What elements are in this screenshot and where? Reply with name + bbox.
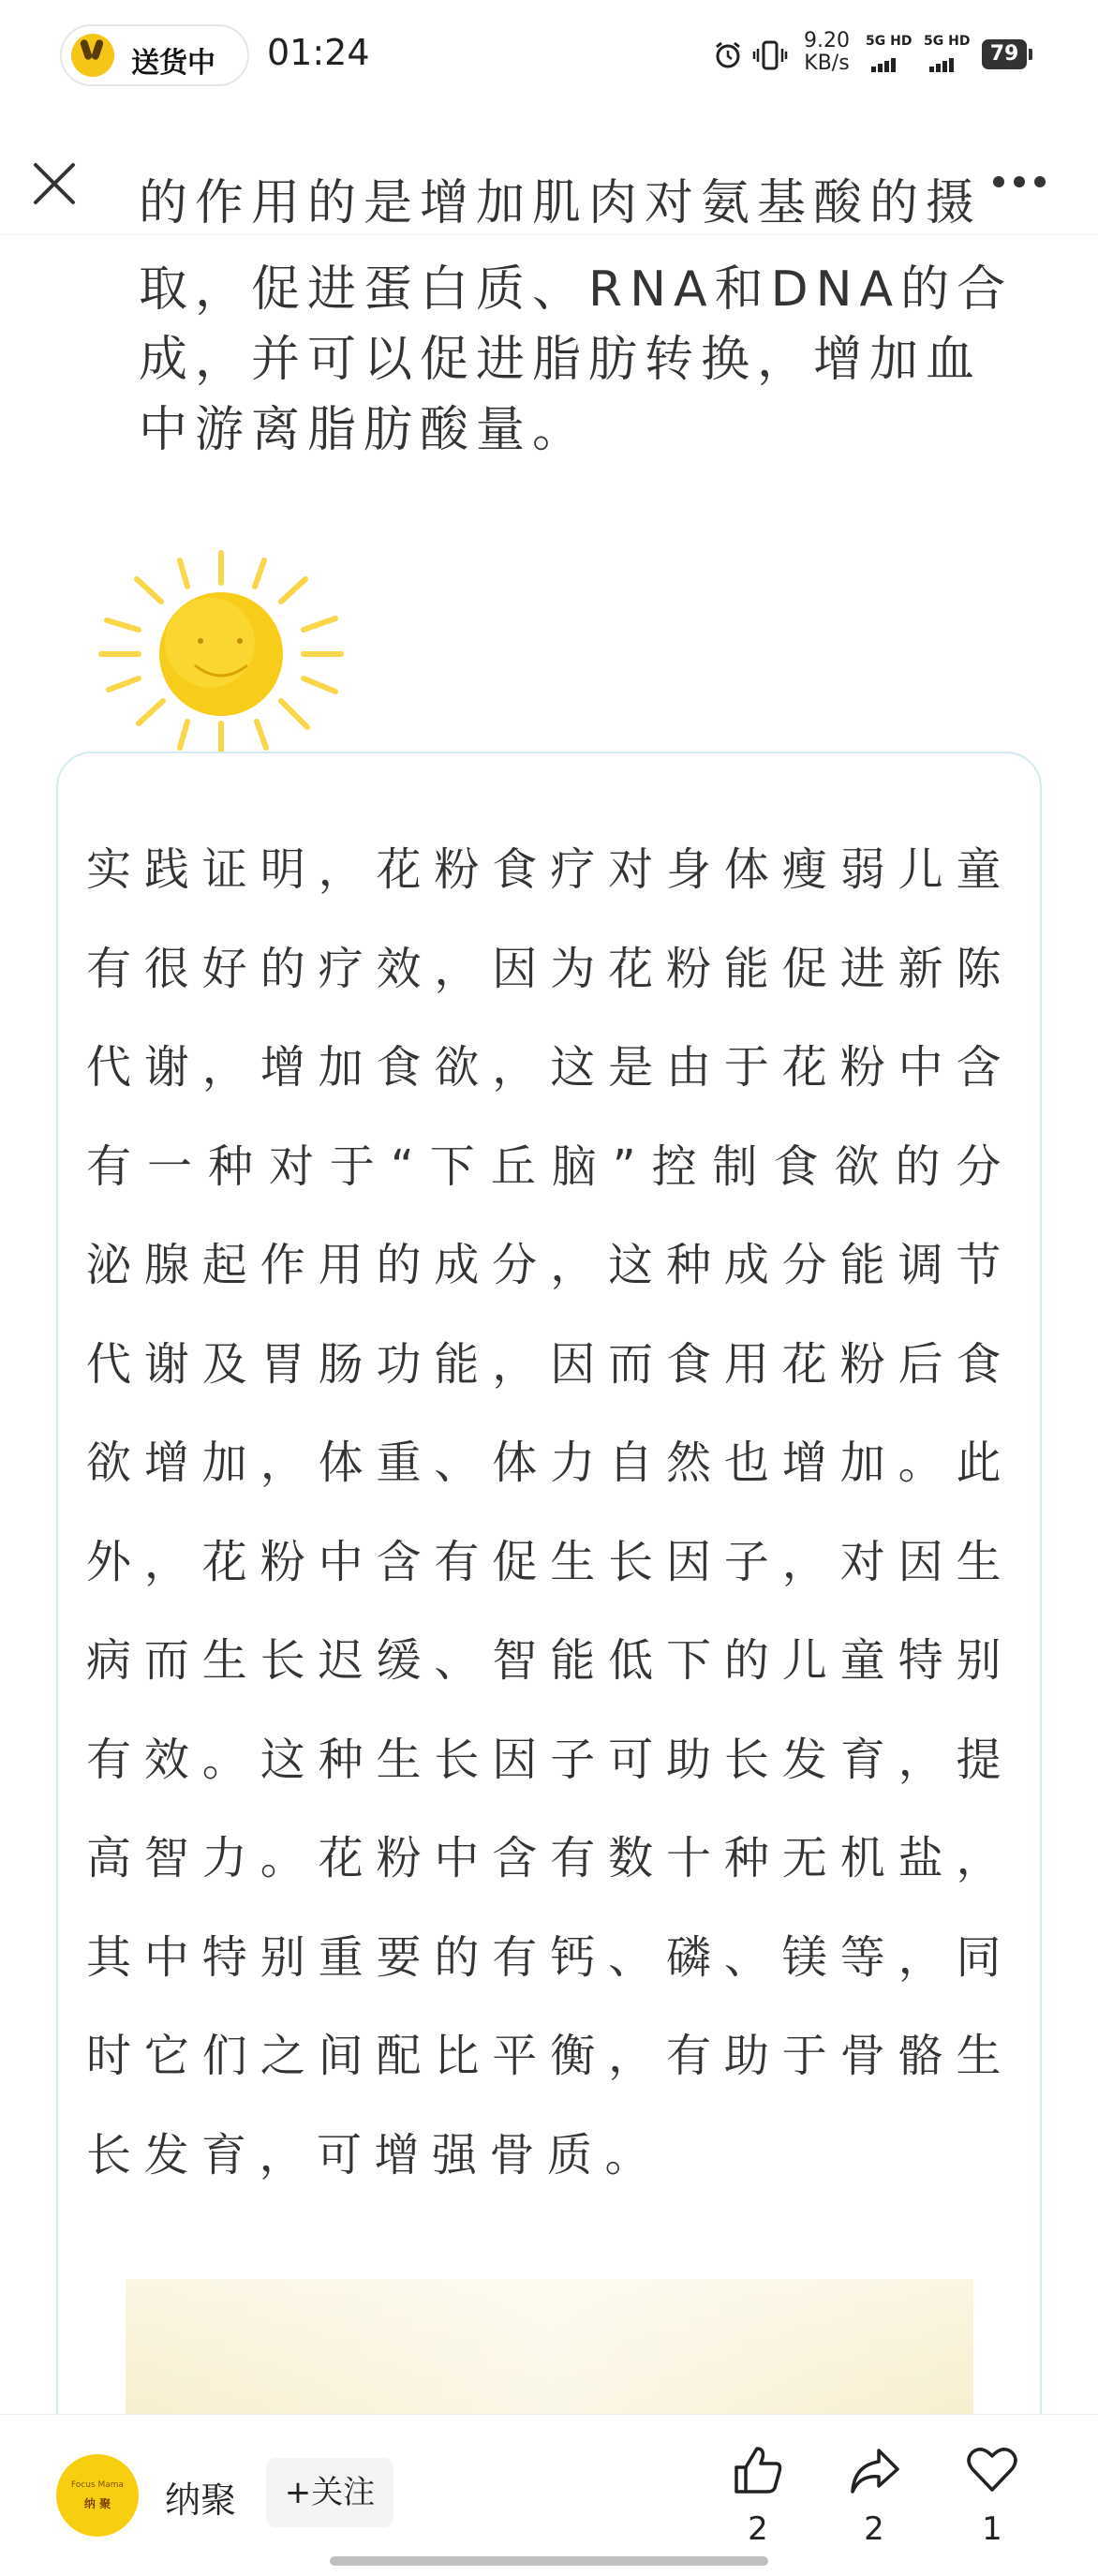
follow-button[interactable]: +关注 (266, 2458, 393, 2527)
network-speed (804, 30, 850, 75)
status-bar (0, 0, 1098, 112)
alarm-icon (714, 41, 742, 69)
thumbs-up-icon (731, 2443, 785, 2497)
sim2-signal (924, 34, 974, 75)
delivery-status-pill[interactable] (60, 24, 249, 86)
favorite-button[interactable] (959, 2443, 1025, 2548)
share-arrow-icon (847, 2443, 901, 2497)
battery-level: 79 (982, 39, 1027, 69)
close-icon[interactable] (28, 157, 81, 210)
delivery-app-icon (71, 34, 114, 77)
author-avatar[interactable] (56, 2454, 139, 2537)
status-time: 01:24 (267, 32, 370, 73)
body-paragraph: 实践证明，花粉食疗对身体瘦弱儿童有很好的疗效，因为花粉能促进新陈代谢，增加食欲，这是由于花粉中含有一种对于“下丘脑”控制食欲的分泌腺起作用的成分，这种成分能调节代谢及胃肠功能，因而食用花粉后食欲增加，体重、体力自然也增加。此外，花粉中含有促生长因子，对因生病而生长迟缓、智能低下的儿童特别有效。这种生长因子可助长发育，提高智力。花粉中含有数十种无机盐，其中特别重要的有钙、磷、镁等，同时它们之间配比平衡，有助于骨骼生长发育，可增强骨质。 (86, 843, 1014, 2181)
intro-clipped-line (139, 175, 1029, 242)
sun-illustration (82, 536, 364, 780)
intro-cut-text: 的作用的是增加肌肉对氨基酸的摄 (139, 175, 983, 231)
article-image[interactable] (126, 2279, 973, 2429)
like-count: 2 (748, 2510, 768, 2548)
network-speed-unit: KB/s (804, 52, 850, 75)
vibrate-icon (753, 39, 787, 71)
home-indicator[interactable] (330, 2556, 768, 2566)
network-speed-value: 9.20 (804, 29, 850, 52)
delivery-status-label: 送货中 (131, 47, 215, 80)
heart-icon (965, 2443, 1019, 2497)
sim2-network-type: 5G HD (924, 34, 971, 49)
like-button[interactable] (725, 2443, 791, 2548)
share-count: 2 (864, 2510, 884, 2548)
author-name[interactable]: 纳聚 (165, 2479, 237, 2521)
bottom-action-bar (0, 2414, 1098, 2576)
sim1-network-type: 5G HD (866, 34, 913, 49)
share-button[interactable] (841, 2443, 907, 2548)
avatar-brand-cn: 纳 聚 (83, 2497, 111, 2510)
avatar-brand-text: Focus Mama (70, 2480, 125, 2490)
favorite-count: 1 (982, 2510, 1002, 2548)
intro-paragraph: 取，促进蛋白质、RNA和DNA的合成，并可以促进脂肪转换，增加血中游离脂肪酸量。 (139, 261, 1014, 458)
nav-divider (0, 234, 1098, 235)
sim1-signal (866, 34, 916, 75)
